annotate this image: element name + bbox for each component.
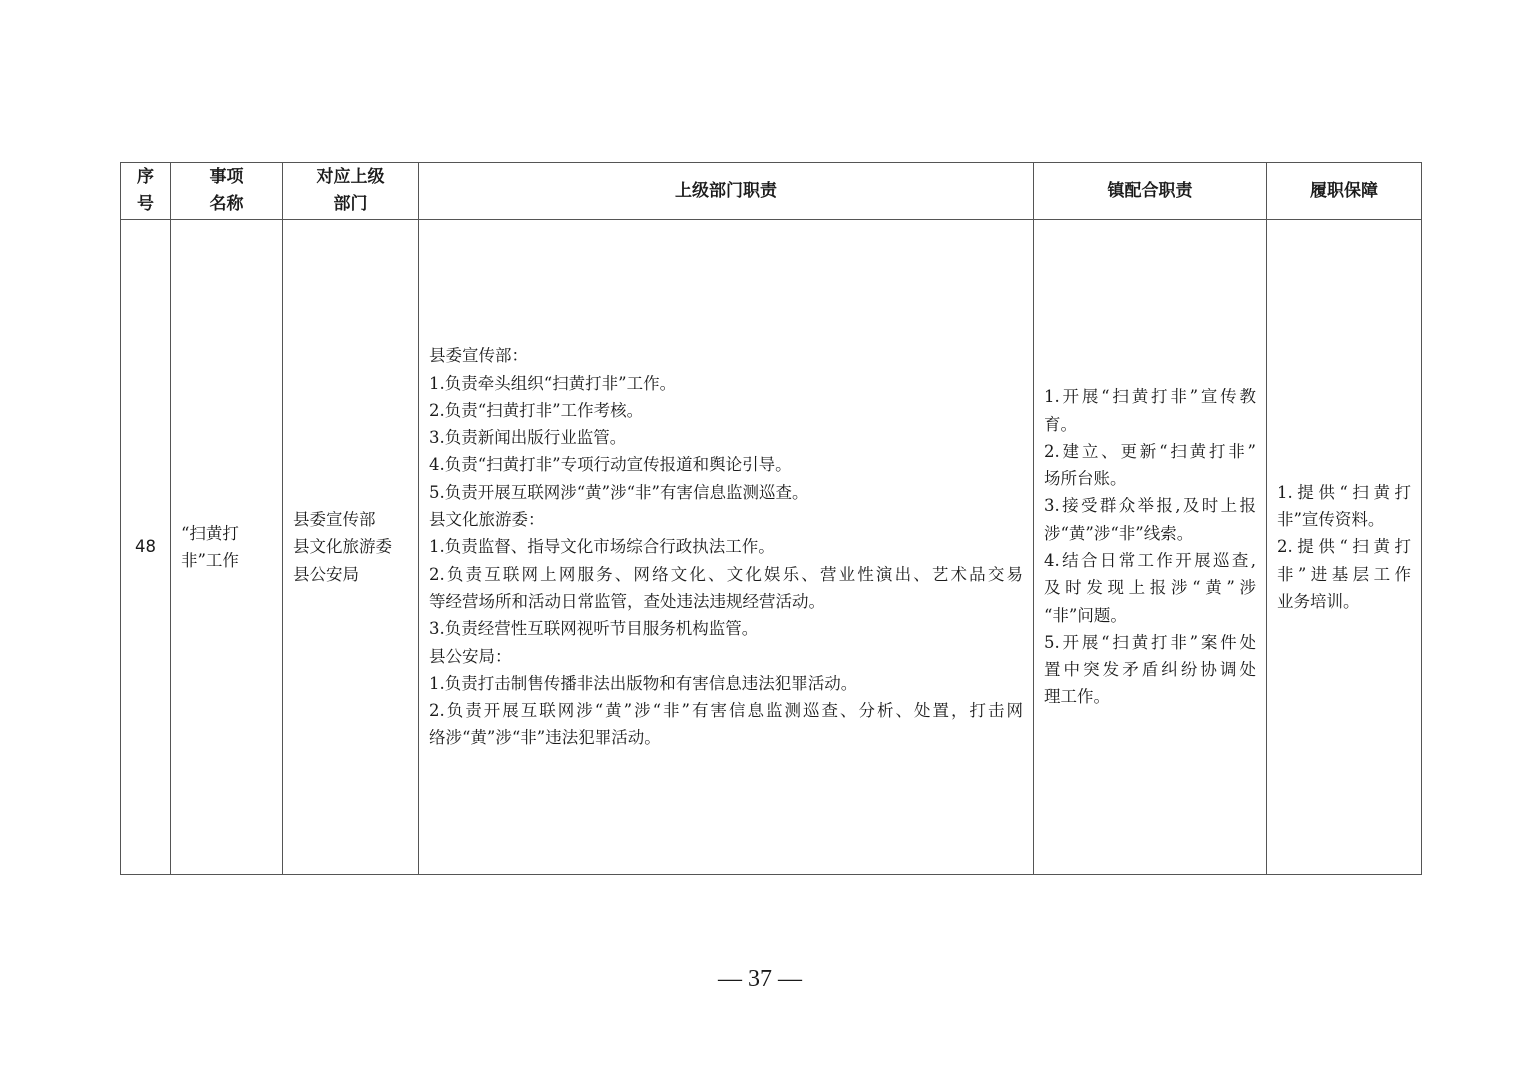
page-number: — 37 — [718, 966, 802, 992]
town-duties-cell: 1.开展“扫黄打非”宣传教 育。 2.建立、更新“扫黄打非” 场所台账。 3.接受群众举报,及时上报 涉“黄”涉“非”线索。 4.结合日常工作开展巡查, 及时发现上报涉“黄”涉 “非”问题。 5.开展“扫黄打非”案件处 置中突发矛盾纠纷协调处 理工作。 [1034, 220, 1267, 875]
header-superior-duties: 上级部门职责 [419, 163, 1034, 220]
item-name-cell: “扫黄打 非”工作 [171, 220, 283, 875]
serial-number-cell: 48 [121, 220, 171, 875]
header-town-duties: 镇配合职责 [1034, 163, 1267, 220]
departments-cell: 县委宣传部 县文化旅游委 县公安局 [283, 220, 419, 875]
header-serial-number: 序 号 [121, 163, 171, 220]
table-row [121, 220, 1422, 875]
guarantee-cell: 1.提供“扫黄打 非”宣传资料。 2.提供“扫黄打 非”进基层工作 业务培训。 [1267, 220, 1422, 875]
header-duty-guarantee: 履职保障 [1267, 163, 1422, 220]
table-header-row [121, 163, 1422, 220]
header-item-name: 事项 名称 [171, 163, 283, 220]
header-superior-department: 对应上级 部门 [283, 163, 419, 220]
upper-duties-cell: 县委宣传部： 1.负责牵头组织“扫黄打非”工作。 2.负责“扫黄打非”工作考核。 3.负责新闻出版行业监管。 4.负责“扫黄打非”专项行动宣传报道和舆论引导。 5.负责开展互联网涉“黄”涉“非”有害信息监测巡查。 县文化旅游委： 1.负责监督、指导文化市场综合行政执法工作。 2.负责互联网上网服务、网络文化、文化娱乐、营业性演出、艺术品交易 等经营场所和活动日常监管，查处违法违规经营活动。 3.负责经营性互联网视听节目服务机构监管。 县公安局： 1.负责打击制售传播非法出版物和有害信息违法犯罪活动。 2.负责开展互联网涉“黄”涉“非”有害信息监测巡查、分析、处置，打击网 络涉“黄”涉“非”违法犯罪活动。 [419, 220, 1034, 875]
duty-table [120, 162, 1422, 875]
